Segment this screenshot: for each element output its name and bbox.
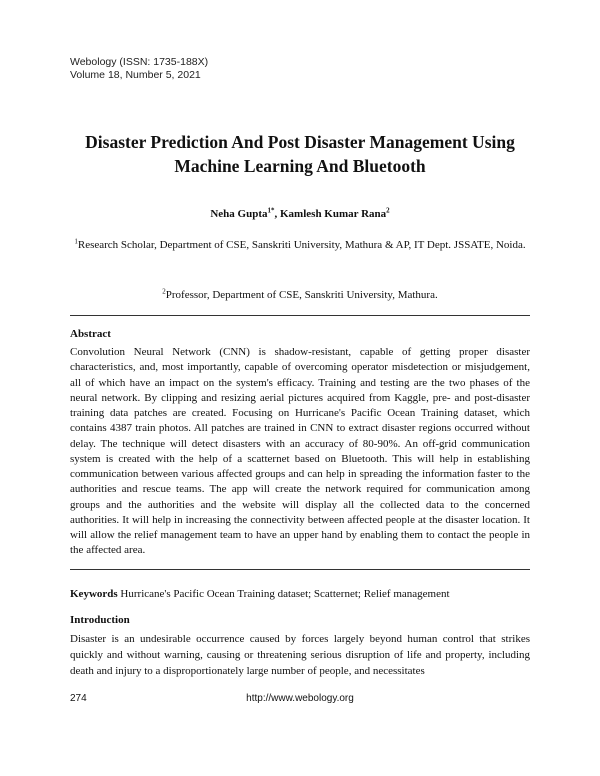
- journal-header: [70, 56, 208, 82]
- introduction-heading: Introduction: [70, 614, 130, 626]
- abstract-bottom-rule: [70, 569, 530, 570]
- title-line-2: Machine Learning And Bluetooth: [174, 156, 426, 176]
- footer-url-link[interactable]: http://www.webology.org: [246, 693, 354, 704]
- affiliation-1: [70, 237, 530, 254]
- page-number: 274: [70, 693, 87, 704]
- affiliation-1-text: Research Scholar, Department of CSE, Sanskriti University, Mathura & AP, IT Dept. JSSATE, Noida.: [77, 239, 526, 251]
- abstract-top-rule: [70, 315, 530, 316]
- journal-volume: Volume 18, Number 5, 2021: [70, 69, 201, 81]
- affiliation-2-superscript: 2: [162, 287, 166, 296]
- keywords-text: Hurricane's Pacific Ocean Training dataset; Scatternet; Relief management: [117, 588, 450, 600]
- affiliation-2: [70, 287, 530, 304]
- author-1-name: Neha Gupta: [210, 208, 268, 220]
- author-1-superscript: 1*: [267, 206, 275, 215]
- affiliation-1-superscript: 1: [74, 237, 78, 246]
- paper-title: [40, 130, 560, 178]
- introduction-text: Disaster is an undesirable occurrence caused by forces largely beyond human control that strikes quickly and without warning, causing or threatening serious disruption of life and property, including death and injury to a disproportionately large number of people, and necessitates: [70, 633, 530, 677]
- title-line-1: Disaster Prediction And Post Disaster Management Using: [85, 132, 515, 152]
- affiliation-2-text: Professor, Department of CSE, Sanskriti University, Mathura.: [165, 289, 438, 301]
- journal-issn: Webology (ISSN: 1735-188X): [70, 56, 209, 68]
- abstract-text: Convolution Neural Network (CNN) is shadow-resistant, capable of getting proper disaster characteristics, and, most importantly, capable of overcoming operator misdetection or misjudgement, all of which have an impact on the system's efficacy. Training and testing are the two phases of the neural network. By clipping and resizing aerial pictures acquired from Kaggle, pre- and post-disaster training data patches are created. Focusing on Hurricane's Pacific Ocean Training dataset, which contains 4387 train photos. All patches are trained in CNN to extract disaster regions occurred without delay. The technique will detect disasters with an accuracy of 80-90%. An off-grid communication system is created with the help of a scatternet based on Bluetooth. This will help in establishing communication between various affected groups and can help in spreading the information faster to the authorities and rescue teams. The app will create the network required for communication among groups and the authorities and the website will display all the collected data to the concerned authorities. It will help in increasing the connectivity between affected people at the disaster location. It will allow the relief management team to have an upper hand by enabling them to contact the people in the affected area.: [70, 346, 530, 557]
- keywords-label: Keywords: [70, 588, 118, 600]
- abstract-heading: Abstract: [70, 328, 111, 340]
- keywords-line: [70, 588, 530, 600]
- author-list: [0, 208, 600, 220]
- author-2-name: Kamlesh Kumar Rana: [280, 208, 387, 220]
- author-separator: ,: [274, 208, 280, 220]
- author-2-superscript: 2: [386, 206, 390, 215]
